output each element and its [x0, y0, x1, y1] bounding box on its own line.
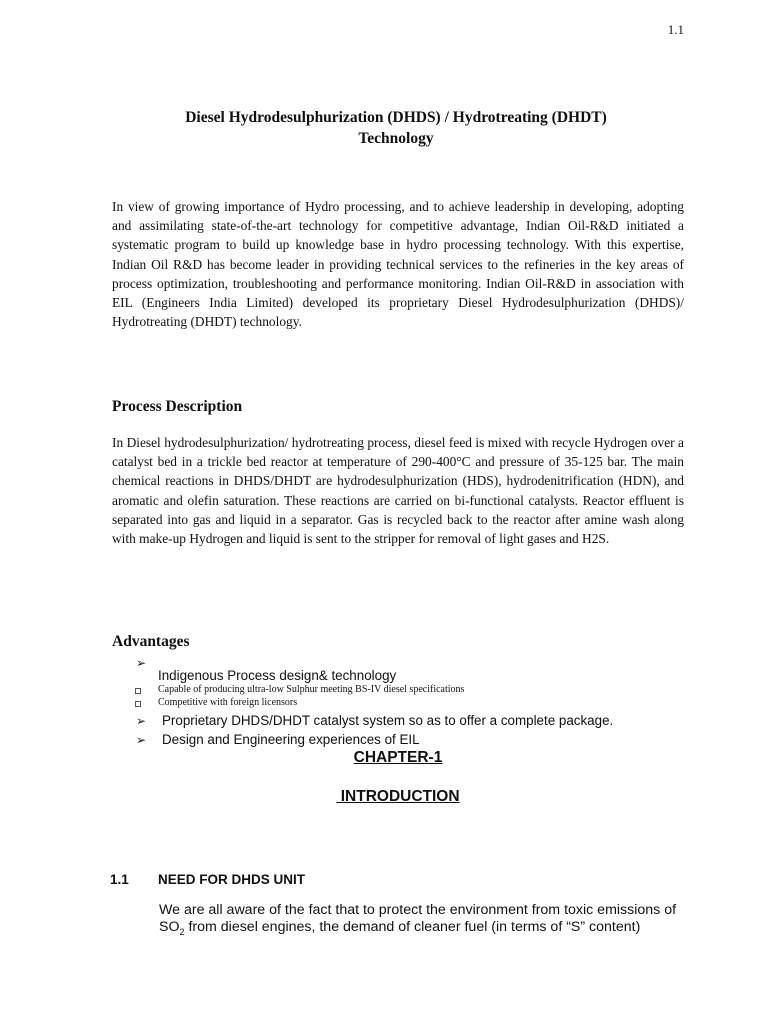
title-line-2: Technology [358, 130, 434, 147]
arrow-bullet-icon: ➢ [136, 714, 147, 728]
process-description-paragraph: In Diesel hydrodesulphurization/ hydrotreating process, diesel feed is mixed with recycle Hydrogen over a catalyst bed in a trickle bed reactor at temperature of 290-400°C and pressure of 35-125 bar. The main chemical reactions in DHDS/DHDT are hydrodesulphurization (HDS), hydrodenitrification (HDN), and aromatic and olefin saturation. These reactions are carried on bi-functional catalysts. Reactor effluent is separated into gas and liquid in a separator. Gas is recycled back to the reactor after amine wash along with make-up Hydrogen and liquid is sent to the stripper for removal of light gases and H2S. [112, 435, 684, 547]
section-title: NEED FOR DHDS UNIT [158, 872, 306, 887]
introduction-heading-text: INTRODUCTION [336, 788, 460, 805]
section-number: 1.1 [110, 872, 129, 887]
advantage-subitem: Capable of producing ultra-low Sulphur meeting BS-IV diesel specifications [158, 684, 465, 695]
chapter-heading: CHAPTER-1 [353, 749, 443, 766]
section-text-part-2: from diesel engines, the demand of cleaner fuel (in terms of “S” content) [184, 919, 641, 935]
process-description-heading: Process Description [112, 398, 243, 415]
square-bullet-icon [135, 701, 141, 707]
intro-paragraph: In view of growing importance of Hydro processing, and to achieve leadership in developing, adopting and assimilating state-of-the-art technology for competitive advantage, Indian Oil-R&D initiated a systematic program to build up knowledge base in hydro processing technology. With this expertise, Indian Oil R&D has become leader in providing technical services to the refineries in the key areas of process optimization, troubleshooting and performance monitoring. Indian Oil-R&D in association with EIL (Engineers India Limited) developed its proprietary Diesel Hydrodesulphurization (DHDS)/ Hydrotreating (DHDT) technology. [112, 199, 684, 330]
advantage-item: Indigenous Process design& technology [158, 668, 397, 683]
arrow-bullet-icon: ➢ [136, 656, 147, 670]
section-paragraph [159, 902, 685, 941]
advantage-item: Proprietary DHDS/DHDT catalyst system so as to offer a complete package. [162, 713, 614, 728]
section-subscript: 2 [179, 926, 185, 937]
document-title [0, 107, 768, 149]
introduction-heading [0, 788, 768, 806]
square-bullet-icon [135, 688, 141, 694]
title-line-1: Diesel Hydrodesulphurization (DHDS) / Hydrotreating (DHDT) [185, 109, 607, 126]
arrow-bullet-icon: ➢ [136, 733, 147, 747]
advantage-subitem: Competitive with foreign licensors [158, 697, 298, 708]
section-text-part-1: We are all aware of the fact that to protect the environment from toxic emissions of SO [159, 902, 677, 935]
page-number: 1.1 [667, 22, 684, 37]
advantages-heading: Advantages [112, 633, 190, 650]
advantage-item: Design and Engineering experiences of EIL [162, 732, 420, 747]
